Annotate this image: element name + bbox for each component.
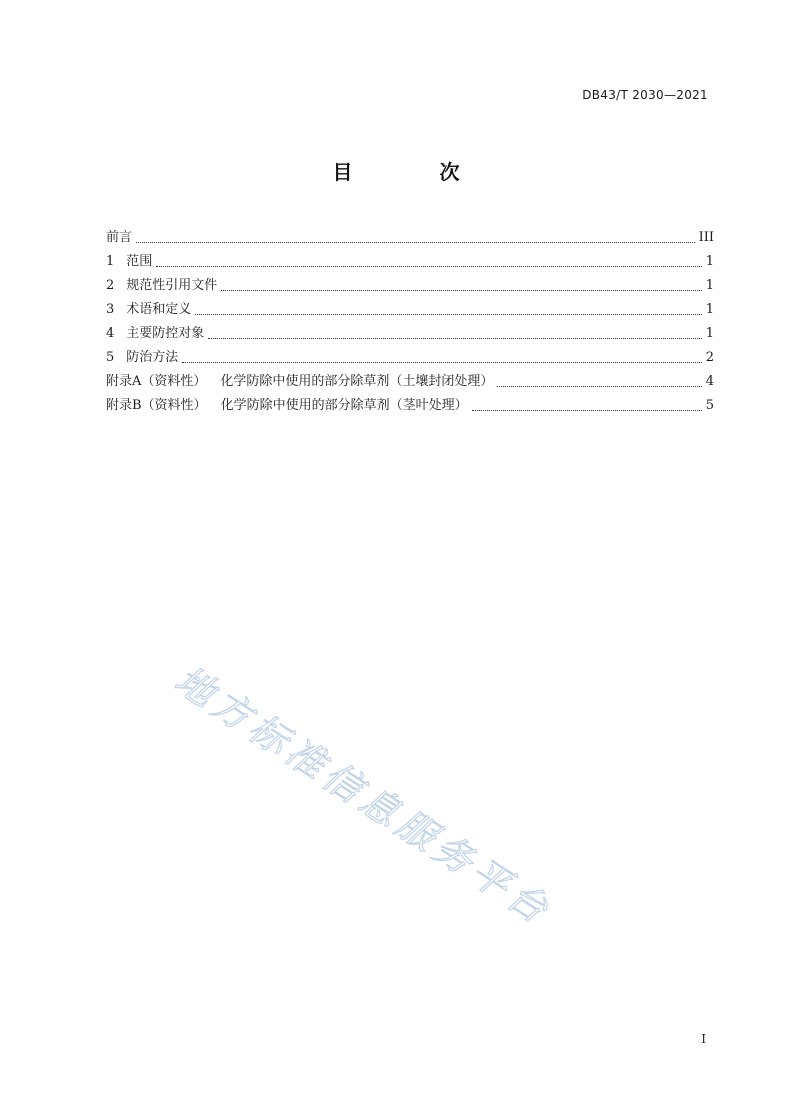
toc-entry-normative-references[interactable] (106, 272, 714, 296)
toc-entry-text: 范围 (126, 254, 153, 269)
toc-entry-text: 规范性引用文件 (126, 278, 218, 293)
page-number: I (701, 1032, 706, 1046)
toc-entry-number: 4 (106, 326, 115, 341)
toc-entry-text: 前言 (106, 230, 133, 245)
toc-entry-page: III (698, 230, 714, 245)
toc-entry-text: 防治方法 (126, 350, 179, 365)
toc-appendix-label: 附录B（资料性） (106, 398, 207, 413)
toc-entry-page: 1 (705, 326, 714, 341)
toc-leader-dots (182, 362, 701, 363)
toc-entry-number: 3 (106, 302, 115, 317)
toc-appendix-label: 附录A（资料性） (106, 374, 207, 389)
toc-entry-page: 4 (705, 374, 714, 389)
toc-entry-page: 2 (705, 350, 714, 365)
toc-entry-appendix-a[interactable] (106, 368, 714, 392)
toc-entry-text: 化学防除中使用的部分除草剂（茎叶处理） (220, 398, 468, 413)
toc-entry-number: 2 (106, 278, 115, 293)
toc-entry-foreword[interactable] (106, 224, 714, 248)
toc-leader-dots (221, 290, 701, 291)
toc-title: 目 次 (332, 160, 500, 184)
toc-leader-dots (195, 314, 701, 315)
toc-entry-text: 化学防除中使用的部分除草剂（土壤封闭处理） (220, 374, 494, 389)
toc-entry-control-targets[interactable] (106, 320, 714, 344)
toc-entry-page: 1 (705, 254, 714, 269)
watermark: 地方标准信息服务平台 (167, 657, 561, 935)
toc-leader-dots (497, 386, 701, 387)
toc-leader-dots (136, 242, 695, 243)
toc-entry-terms-definitions[interactable] (106, 296, 714, 320)
toc-entry-scope[interactable] (106, 248, 714, 272)
toc-entry-page: 5 (705, 398, 714, 413)
toc-entry-control-methods[interactable] (106, 344, 714, 368)
table-of-contents (106, 224, 714, 416)
toc-leader-dots (156, 266, 701, 267)
toc-entry-text: 主要防控对象 (126, 326, 205, 341)
toc-entry-page: 1 (705, 278, 714, 293)
toc-entry-number: 1 (106, 254, 115, 269)
toc-entry-number: 5 (106, 350, 115, 365)
toc-entry-page: 1 (705, 302, 714, 317)
standard-code: DB43/T 2030—2021 (582, 88, 708, 102)
toc-entry-appendix-b[interactable] (106, 392, 714, 416)
toc-entry-text: 术语和定义 (126, 302, 192, 317)
toc-leader-dots (208, 338, 701, 339)
toc-leader-dots (472, 410, 702, 411)
